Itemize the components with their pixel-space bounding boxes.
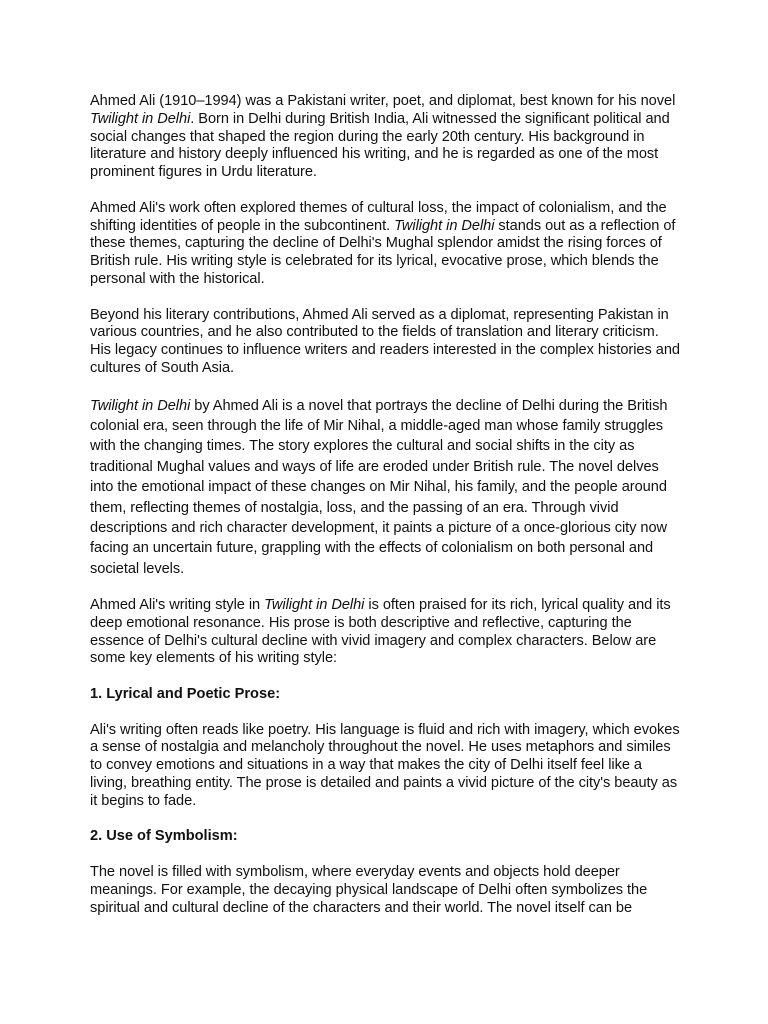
paragraph-lyrical <box>90 722 680 811</box>
paragraph-writing-style <box>90 597 680 668</box>
text: The novel is filled with symbolism, where everyday events and objects hold deeper meanings. For example, the decaying physical landscape of Delhi often symbolizes the spiritual and cultural decline of the characters and their world. The novel itself can be <box>90 863 648 916</box>
text: Beyond his literary contributions, Ahmed Ali served as a diplomat, representing Pakistan in various countries, and he also contributed to the fields of translation and literary criticism. His legacy continues to influence writers and readers interested in the complex histories and cultures of South Asia. <box>90 306 680 376</box>
document-page <box>90 93 680 935</box>
text: Ahmed Ali's writing style in <box>90 597 265 613</box>
paragraph-novel-summary <box>90 396 680 580</box>
paragraph-symbolism <box>90 864 680 917</box>
text: Ahmed Ali's work often explored themes of cultural loss, the impact of colonialism, and the shifting identities of people in the subcontinent. <box>90 199 667 234</box>
text: Ahmed Ali (1910–1994) was a Pakistani writer, poet, and diplomat, best known for his novel <box>90 93 676 109</box>
book-title: Twilight in Delhi <box>90 397 191 414</box>
text: Ali's writing often reads like poetry. His language is fluid and rich with imagery, which evokes a sense of nostalgia and melancholy throughout the novel. He uses metaphors and similes to convey emotions and situations in a way that makes the city of Delhi itself feel like a living, breathing entity. The prose is detailed and paints a vivid picture of the city's beauty as it begins to fade. <box>90 721 680 809</box>
section-heading-lyrical: 1. Lyrical and Poetic Prose: <box>90 685 281 702</box>
text: . Born in Delhi during British India, Ali witnessed the significant political and social changes that shaped the region during the early 20th century. His background in literature and history deeply influenced his writing, and he is regarded as one of the most prominent figures in Urdu literature. <box>90 110 670 181</box>
paragraph-themes <box>90 200 680 289</box>
paragraph-diplomat <box>90 307 680 378</box>
book-title: Twilight in Delhi <box>394 217 495 234</box>
paragraph-intro <box>90 93 680 182</box>
book-title: Twilight in Delhi <box>264 597 365 613</box>
text: by Ahmed Ali is a novel that portrays the decline of Delhi during the British colonial era, seen through the life of Mir Nihal, a middle-aged man whose family struggles with the changing times. The story explores the cultural and social shifts in the city as traditional Mughal values and ways of life are eroded under British rule. The novel delves into the emotional impact of these changes on Mir Nihal, his family, and the people around them, reflecting themes of nostalgia, loss, and the passing of an era. Through vivid descriptions and rich character development, it paints a picture of a once-glorious city now facing an uncertain future, grappling with the effects of colonialism on both personal and societal levels. <box>90 397 668 577</box>
text: stands out as a reflection of these themes, capturing the decline of Delhi's Mughal splendor amidst the rising forces of British rule. His writing style is celebrated for its lyrical, evocative prose, which blends the personal with the historical. <box>90 217 676 287</box>
text: is often praised for its rich, lyrical quality and its deep emotional resonance. His prose is both descriptive and reflective, capturing the essence of Delhi's cultural decline with vivid imagery and complex characters. Below are some key elements of his writing style: <box>90 597 671 667</box>
section-heading-symbolism: 2. Use of Symbolism: <box>90 828 238 845</box>
book-title: Twilight in Delhi <box>90 110 191 127</box>
